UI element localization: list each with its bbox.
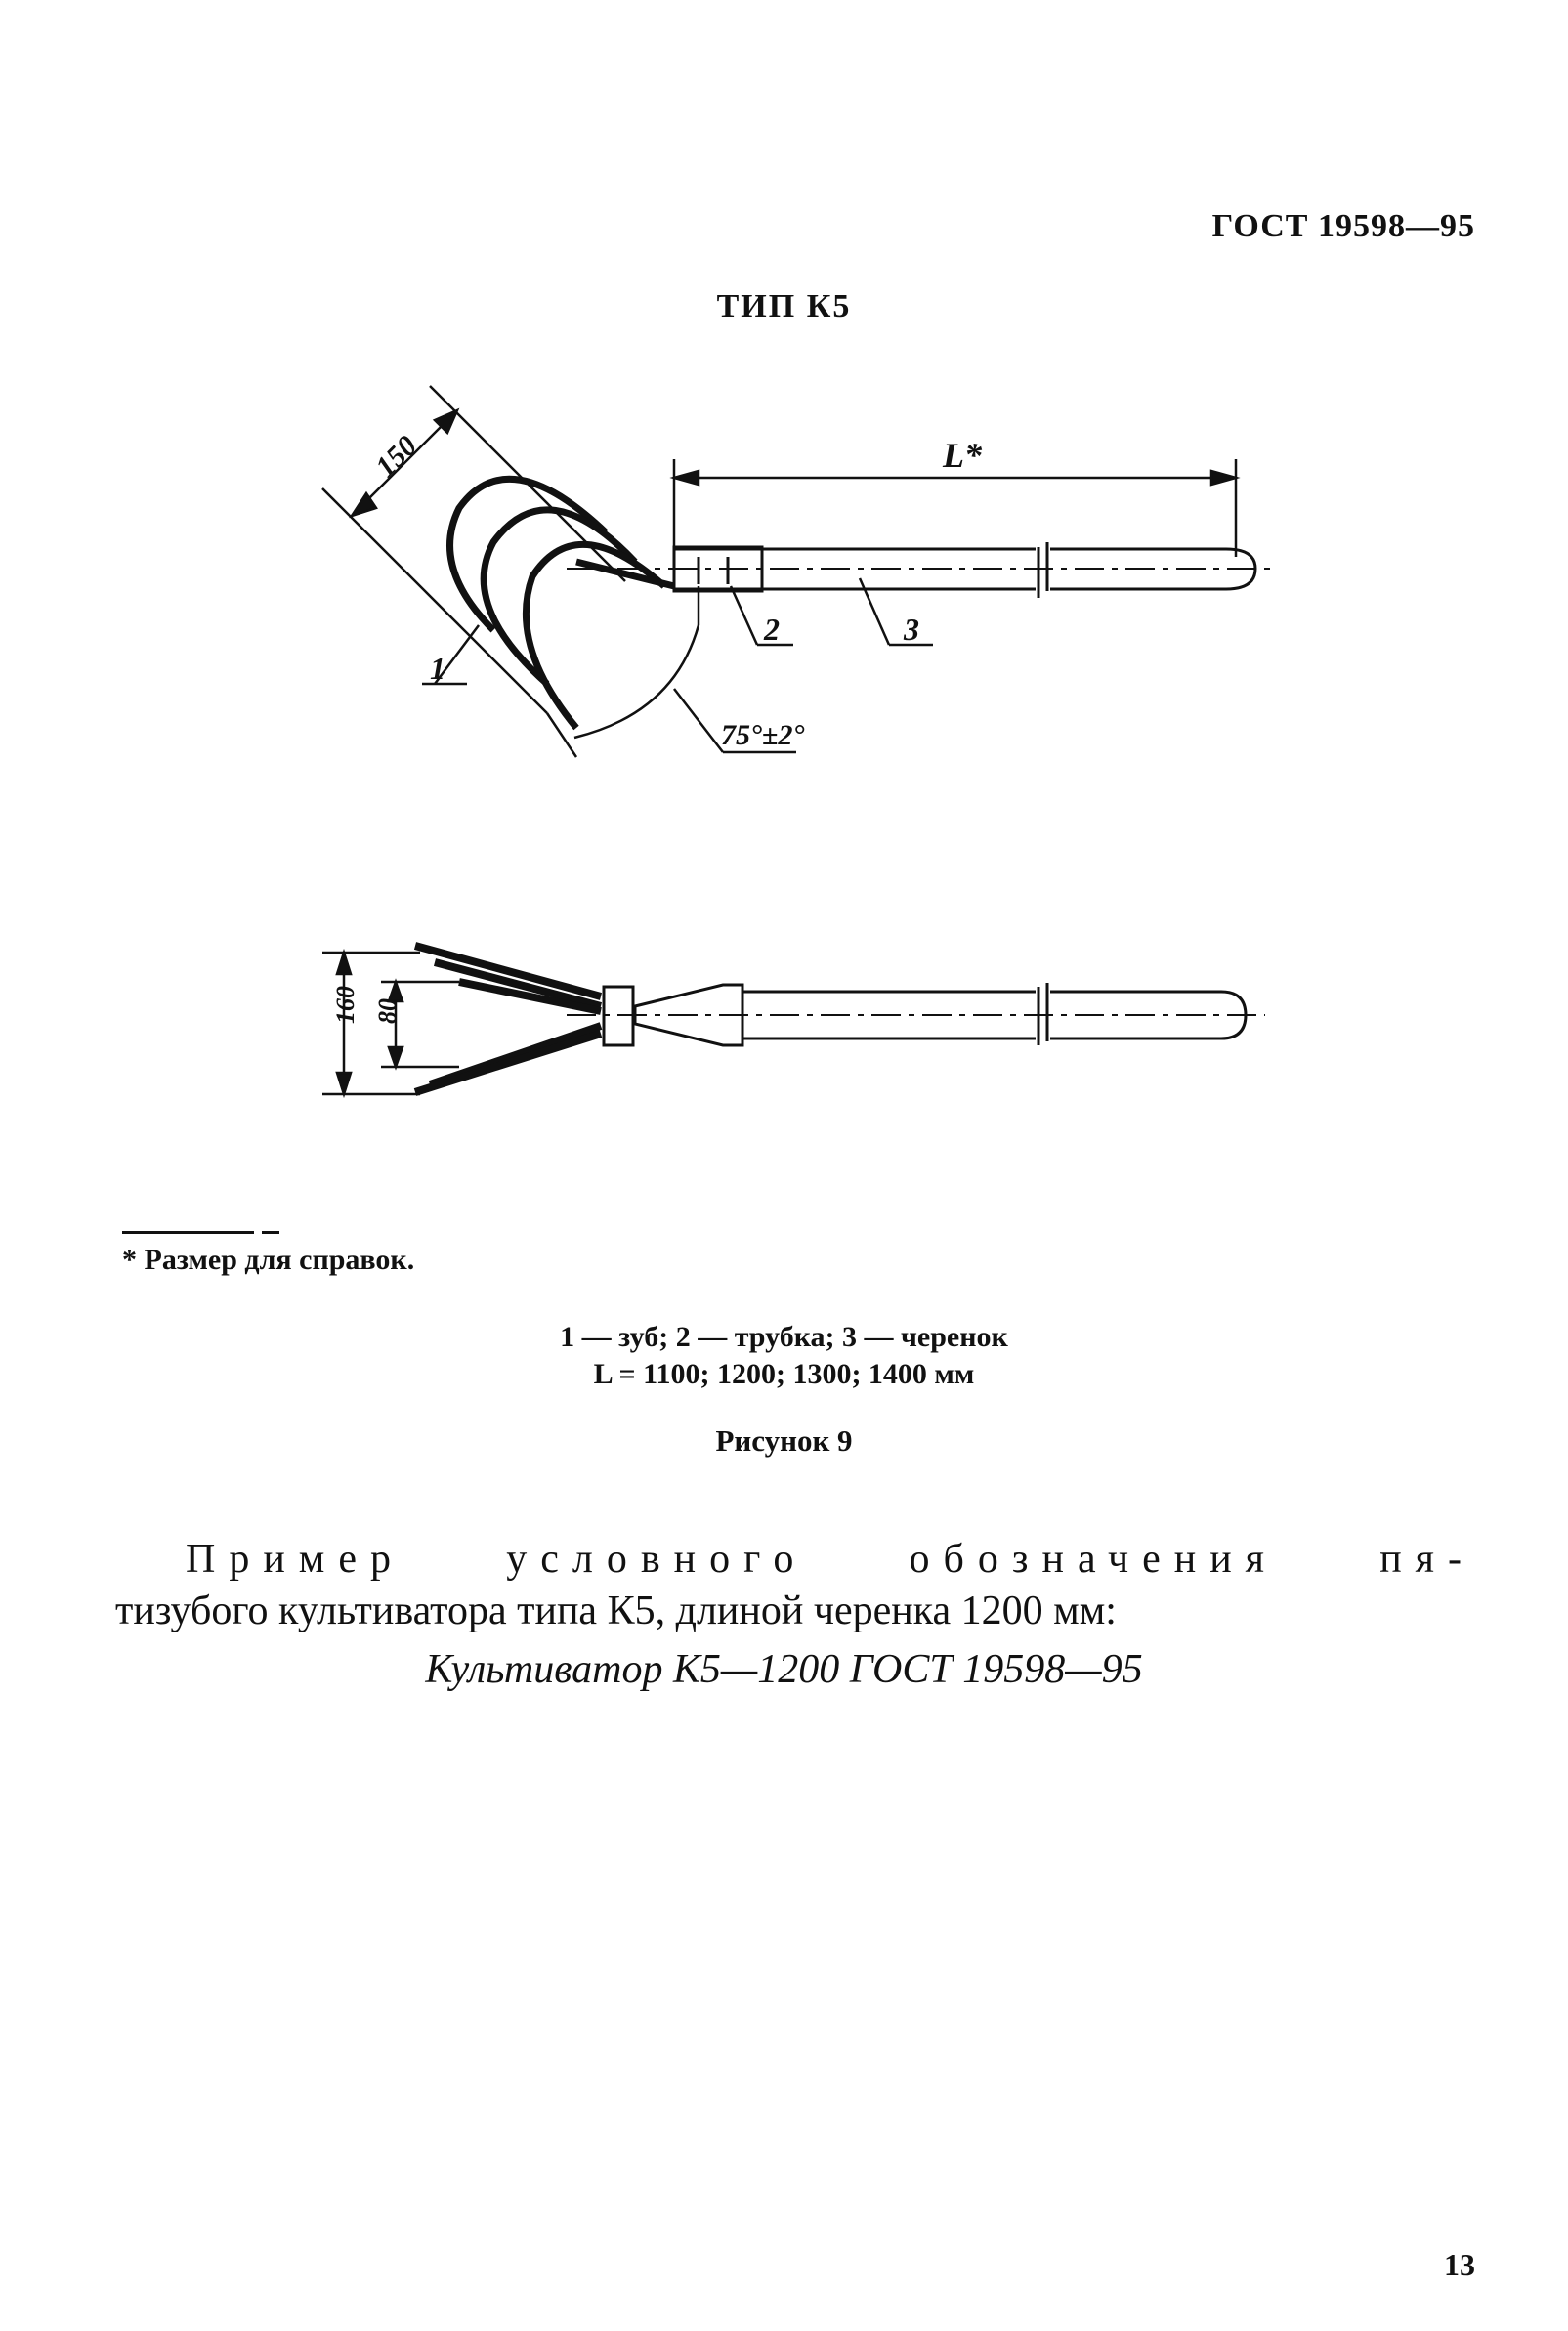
figure-type-label: ТИП К5 <box>716 288 852 324</box>
dim-80-label: 80 <box>373 998 402 1024</box>
footnote: * Размер для справок. <box>122 1244 415 1276</box>
dim-150-label: 150 <box>369 429 424 484</box>
dim-length <box>674 459 1236 586</box>
footnote-rule-dash <box>262 1231 279 1234</box>
figure-legend <box>0 1319 1568 1393</box>
callout-1: 1 <box>430 651 445 686</box>
example-intro: Пример условного обозначения пя- <box>186 1537 1475 1582</box>
handle-bottom-view <box>567 983 1265 1045</box>
angle-label: 75°±2° <box>721 719 805 751</box>
dim-150 <box>322 386 625 757</box>
example-text: тизубого культиватора типа К5, длиной черенка 1200 мм: <box>115 1589 1117 1633</box>
legend-parts: 1 — зуб; 2 — трубка; 3 — черенок <box>560 1321 1008 1353</box>
standard-header: ГОСТ 19598—95 <box>1211 208 1475 244</box>
dim-160-label: 160 <box>331 986 360 1024</box>
callout-2: 2 <box>764 612 780 647</box>
footnote-rule <box>122 1231 254 1234</box>
dim-length-label: L* <box>943 436 982 475</box>
legend-lengths: L = 1100; 1200; 1300; 1400 мм <box>593 1358 975 1390</box>
callout-3: 3 <box>904 612 919 647</box>
example-designation: Культиватор К5—1200 ГОСТ 19598—95 <box>425 1647 1143 1692</box>
page-number: 13 <box>1444 2247 1475 2282</box>
figure-caption: Рисунок 9 <box>715 1423 853 1458</box>
teeth-bottom-view <box>415 946 601 1092</box>
technical-drawing <box>0 352 1568 1211</box>
